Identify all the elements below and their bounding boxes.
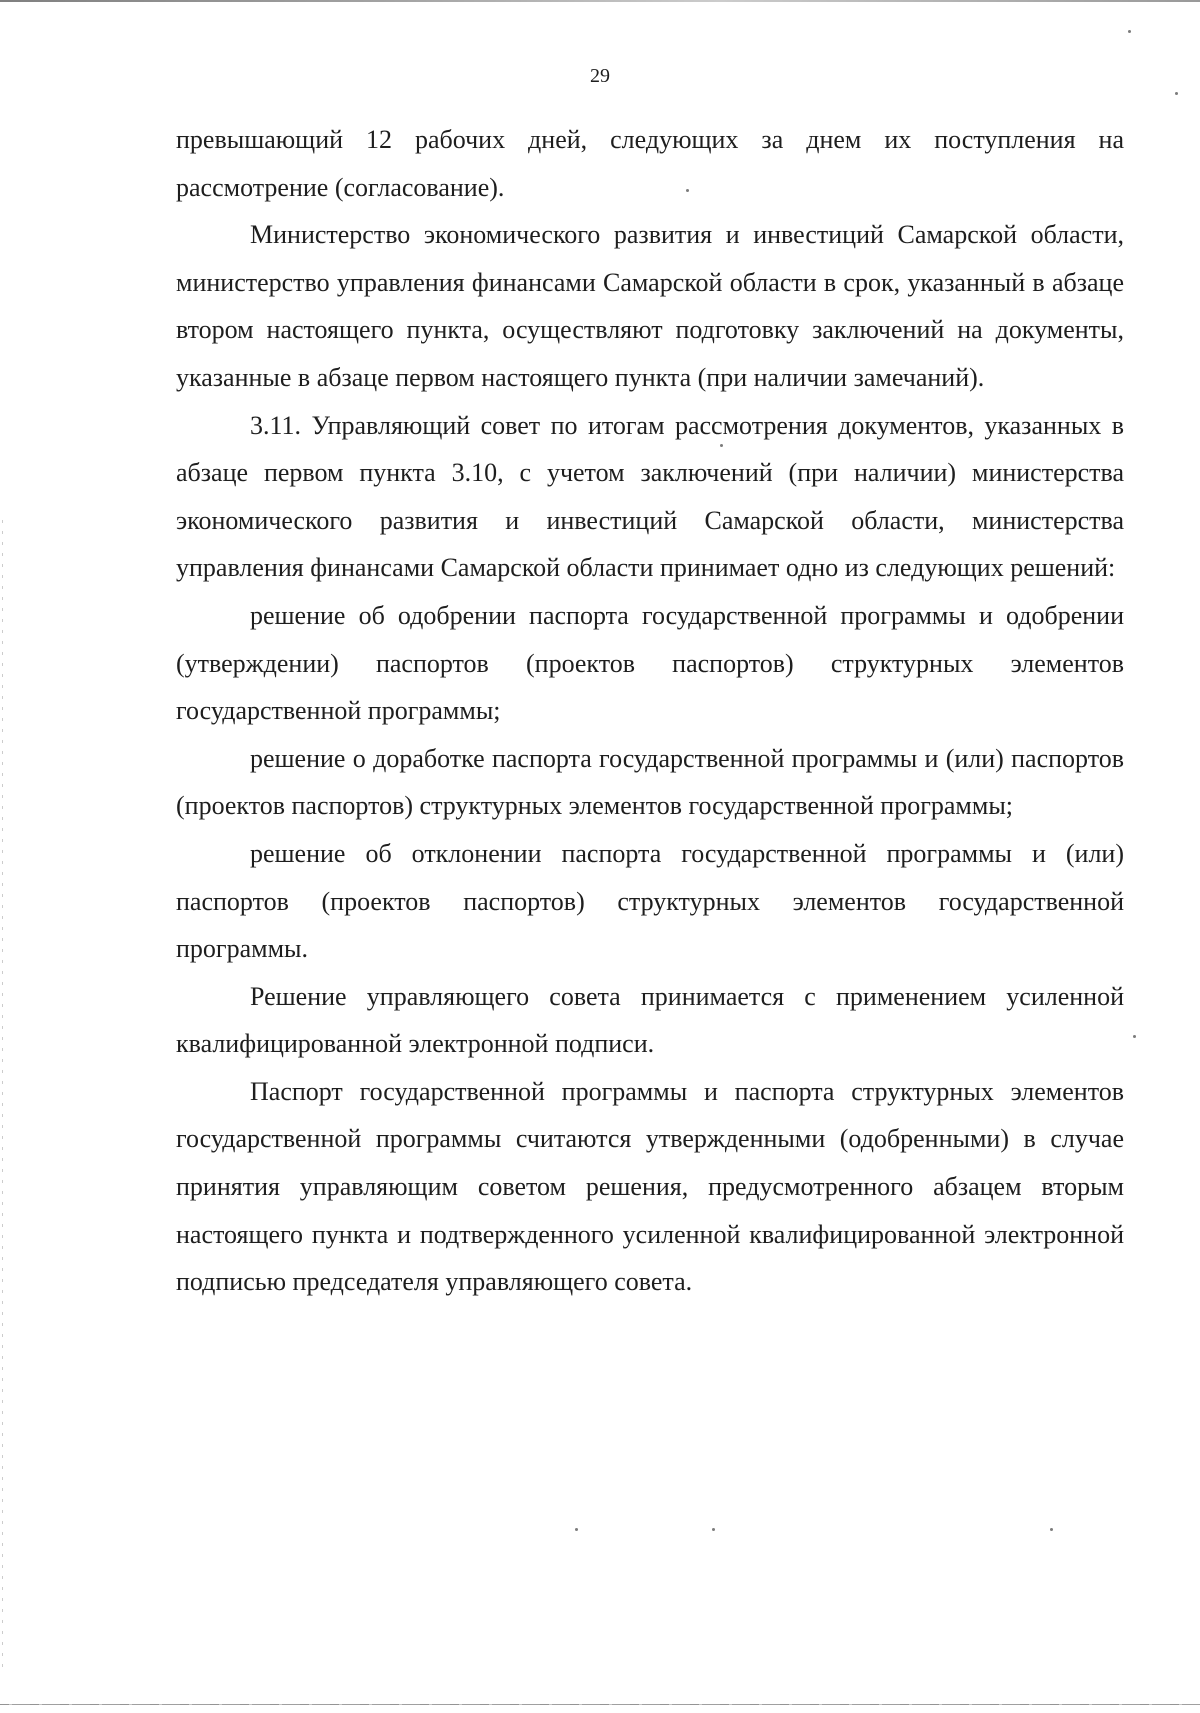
scan-speck <box>1133 1035 1136 1038</box>
paragraph-decision-revise: решение о доработке паспорта государственной программы и (или) паспортов (проектов паспортов) структурных элементов государственной программы; <box>176 743 1124 821</box>
scan-edge-left <box>2 520 3 1670</box>
scan-speck <box>1128 30 1131 33</box>
paragraph-decision-approve: решение об одобрении паспорта государственной программы и одобрении (утверждении) паспортов (проектов паспортов) структурных элементов государственной программы; <box>176 600 1124 726</box>
scan-speck <box>1050 1528 1053 1531</box>
paragraph-continuation: превышающий 12 рабочих дней, следующих за днем их поступления на рассмотрение (согласование). <box>176 125 1124 202</box>
scan-edge-bottom <box>0 1704 1200 1705</box>
scan-speck <box>712 1528 715 1531</box>
paragraph-item-3-11: 3.11. Управляющий совет по итогам рассмотрения документов, указанных в абзаце первом пункта 3.10, с учетом заключений (при наличии) министерства экономического развития и инвестиций Самарской области, министерства управления финансами Самарской области принимает одно из следующих решений: <box>176 410 1124 583</box>
document-body <box>176 116 1124 1306</box>
scan-edge-top <box>0 0 1200 2</box>
scan-speck <box>1175 92 1178 95</box>
scan-speck <box>575 1528 578 1531</box>
paragraph-ministries-conclusions: Министерство экономического развития и инвестиций Самарской области, министерство управления финансами Самарской области в срок, указанный в абзаце втором настоящего пункта, осуществляют подготовку заключений на документы, указанные в абзаце первом настоящего пункта (при наличии замечаний). <box>176 220 1124 392</box>
paragraph-passport-approval: Паспорт государственной программы и паспорта структурных элементов государственной программы считаются утвержденными (одобренными) в случае принятия управляющим советом решения, предусмотренного абзацем вторым настоящего пункта и подтвержденного усиленной квалифицированной электронной подписью председателя управляющего совета. <box>176 1076 1124 1297</box>
page-number: 29 <box>590 65 610 87</box>
paragraph-electronic-signature: Решение управляющего совета принимается с применением усиленной квалифицированной электронной подписи. <box>176 981 1124 1059</box>
paragraph-decision-reject: решение об отклонении паспорта государственной программы и (или) паспортов (проектов паспортов) структурных элементов государственной программы. <box>176 838 1124 964</box>
